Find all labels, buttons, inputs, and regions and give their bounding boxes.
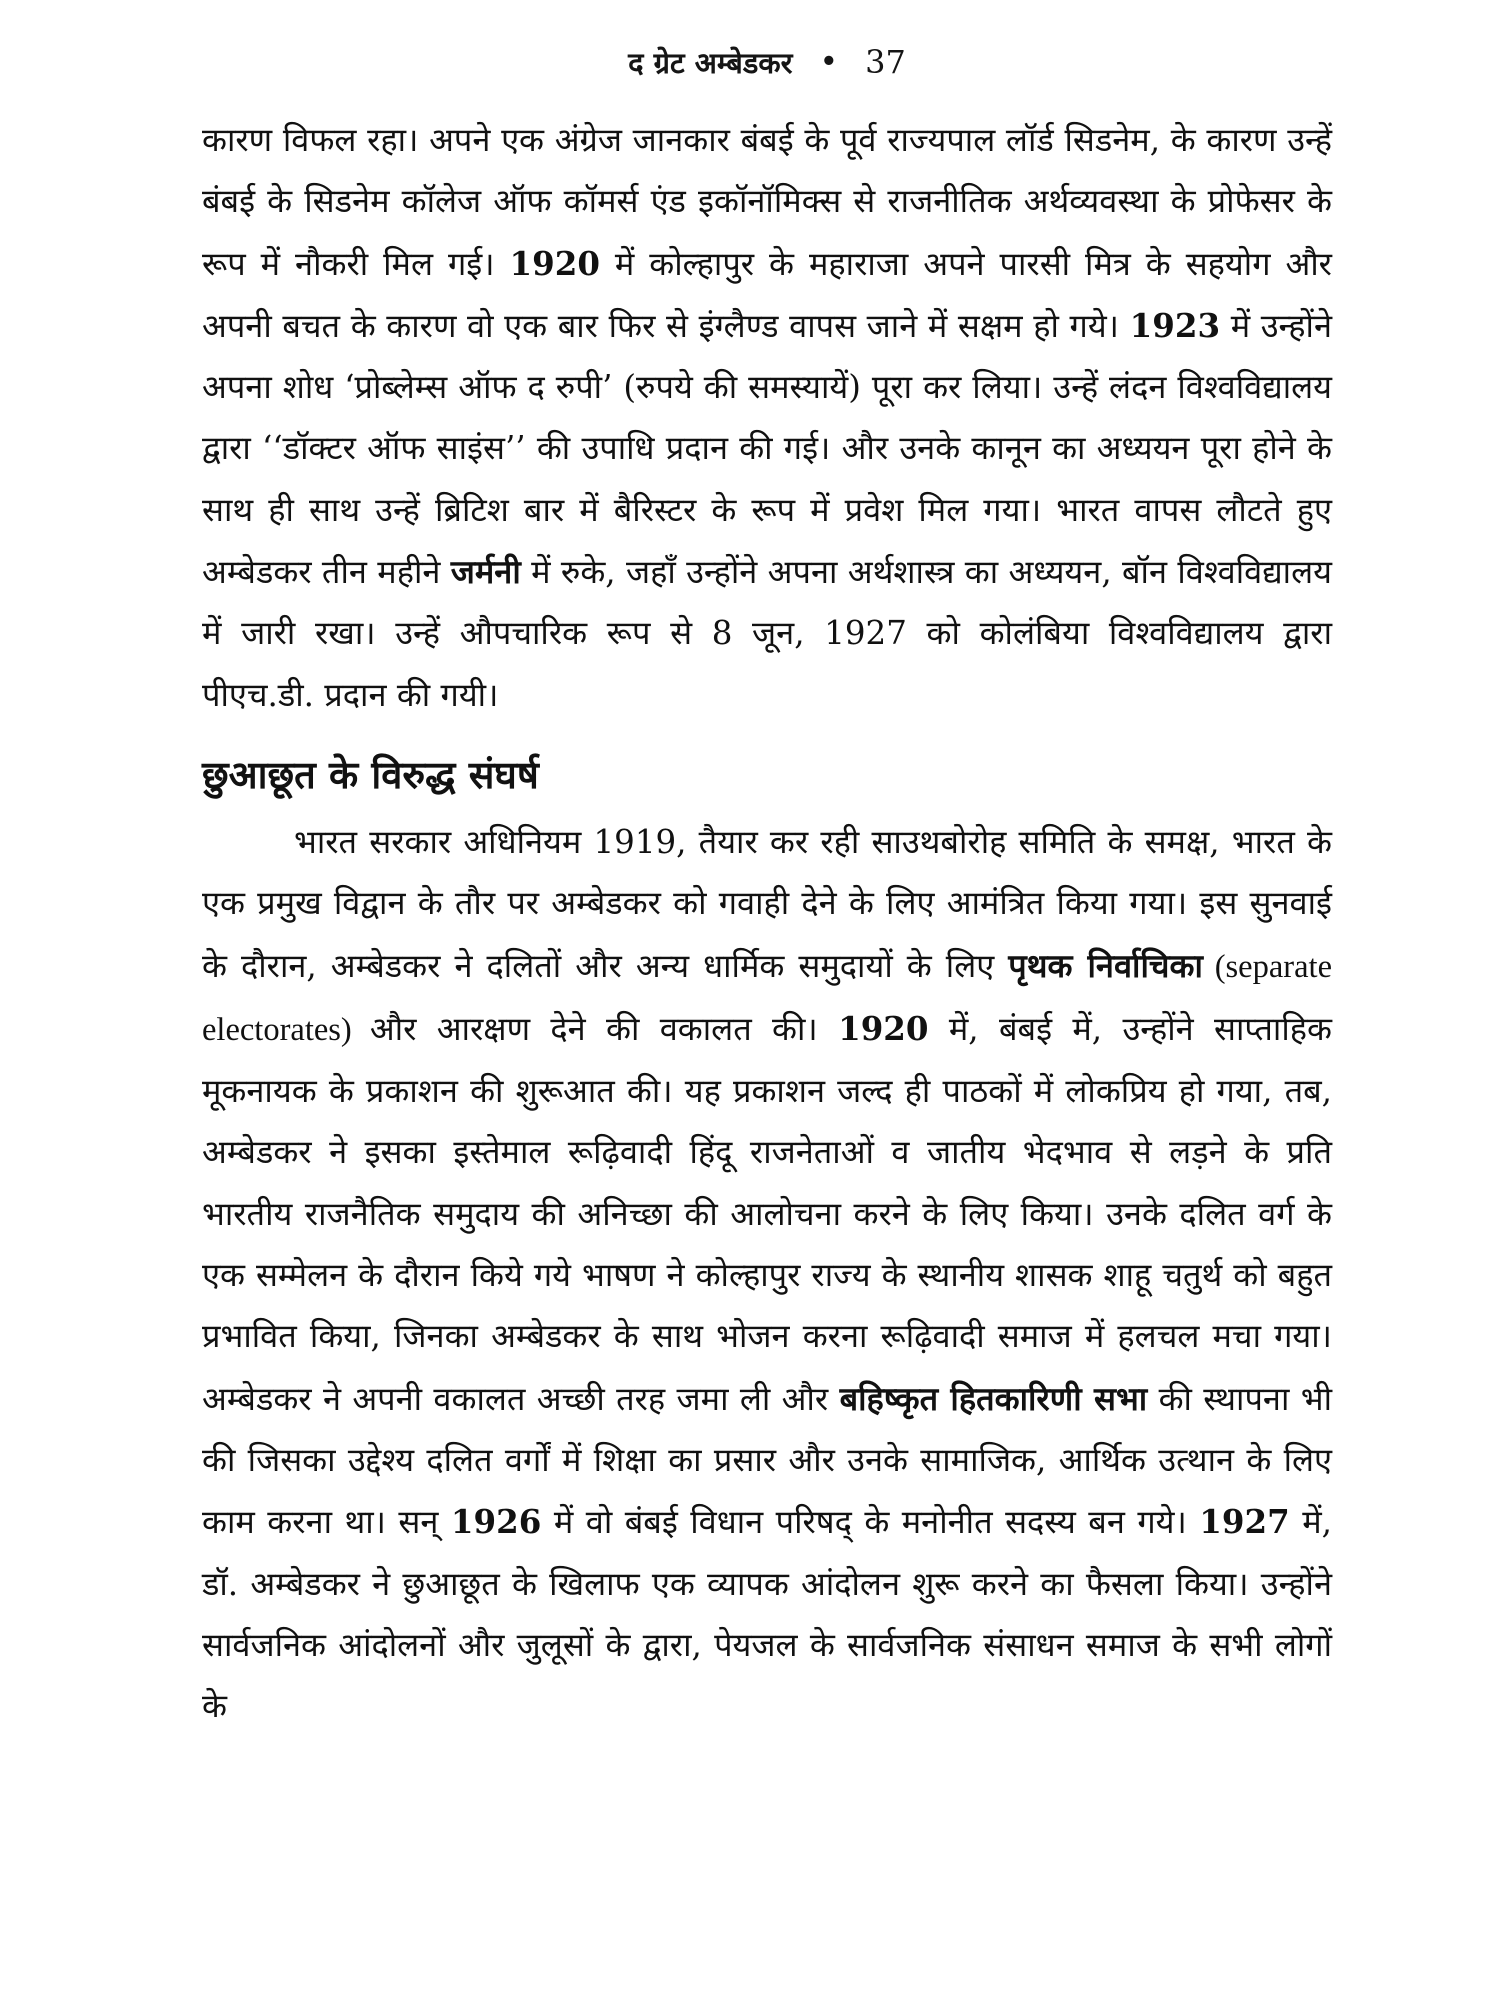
p1-year-1920: 1920 xyxy=(509,243,600,283)
p1-text-3: में उन्होंने अपना शोध ‘प्रोब्लेम्स ऑफ द रुपी’ (रुपये की समस्यायें) पूरा कर लिया। उन्हें लंदन विश्वविद्यालय द्वारा ‘‘डॉक्टर ऑफ साइंस’’ की उपाधि प्रदान की गई। और उनके कानून का अध्ययन पूरा होने के साथ ही साथ उन्हें ब्रिटिश बार में बैरिस्टर के रूप में प्रवेश मिल गया। भारत वापस लौटते हुए अम्बेडकर तीन महीने xyxy=(202,306,1332,592)
p2-text-5: में वो बंबई विधान परिषद् के मनोनीत सदस्य बन गये। xyxy=(541,1503,1187,1542)
running-title: द ग्रेट अम्बेडकर xyxy=(628,45,793,80)
running-header xyxy=(202,34,1332,90)
p2-year-1927: 1927 xyxy=(1199,1502,1290,1542)
paragraph-1 xyxy=(202,110,1332,726)
section-heading: छुआछूत के विरुद्ध संघर्ष xyxy=(202,751,539,797)
p2-year-1920: 1920 xyxy=(838,1008,929,1048)
page-number: 37 xyxy=(865,43,906,81)
p1-text-2: में कोल्हापुर के महाराजा अपने पारसी मित्र के सहयोग और अपनी बचत के कारण वो एक बार फिर से इंग्लैण्ड वापस जाने में सक्षम हो गये। xyxy=(202,244,1332,345)
p2-text-2: और आरक्षण देने की वकालत की। xyxy=(369,1009,818,1048)
header-separator: • xyxy=(820,47,838,77)
p2-text-3: में, बंबई में, उन्होंने साप्ताहिक मूकनायक के प्रकाशन की शुरूआत की। यह प्रकाशन जल्द ही पाठकों में लोकप्रिय हो गया, तब, अम्बेडकर ने इसका इस्तेमाल रूढ़िवादी हिंदू राजनेताओं व जातीय भेदभाव से लड़ने के प्रति भारतीय राजनैतिक समुदाय की अनिच्छा की आलोचना करने के लिए किया। उनके दलित वर्ग के एक सम्मेलन के दौरान किये गये भाषण ने कोल्हापुर राज्य के स्थानीय शासक शाहू चतुर्थ को बहुत प्रभावित किया, जिनका अम्बेडकर के साथ भोजन करना रूढ़िवादी समाज में हलचल मचा गया। अम्बेडकर ने अपनी वकालत अच्छी तरह जमा ली और xyxy=(202,1009,1332,1418)
p2-text-4: की स्थापना भी की जिसका उद्देश्य दलित वर्गों में शिक्षा का प्रसार और उनके सामाजिक, आर्थिक उत्थान के लिए काम करना था। सन् xyxy=(202,1379,1333,1542)
p1-year-1923: 1923 xyxy=(1129,305,1221,345)
p2-year-1926: 1926 xyxy=(450,1502,542,1542)
p2-text-1: भारत सरकार अधिनियम 1919, तैयार कर रही साउथबोरोह समिति के समक्ष, भारत के एक प्रमुख विद्वान के तौर पर अम्बेडकर को गवाही देने के लिए आमंत्रित किया गया। इस सुनवाई के दौरान, अम्बेडकर ने दलितों और अन्य धार्मिक समुदायों के लिए xyxy=(202,822,1332,985)
p2-separate-electorates: पृथक निर्वाचिका xyxy=(1008,945,1203,985)
p2-sabha: बहिष्कृत हितकारिणी सभा xyxy=(839,1378,1148,1418)
p1-germany: जर्मनी xyxy=(450,552,521,592)
p2-english-gloss: (separate electorates) xyxy=(202,948,1332,1048)
paragraph-2 xyxy=(202,812,1332,1737)
page-body xyxy=(202,110,1332,1737)
p1-text-4: में रुके, जहाँ उन्होंने अपना अर्थशास्त्र का अध्ययन, बॉन विश्वविद्यालय में जारी रखा। उन्हें औपचारिक रूप से 8 जून, 1927 को कोलंबिया विश्वविद्यालय द्वारा पीएच.डी. प्रदान की गयी। xyxy=(202,553,1332,714)
p1-text-1: कारण विफल रहा। अपने एक अंग्रेज जानकार बंबई के पूर्व राज्यपाल लॉर्ड सिडनेम, के कारण उन्हें बंबई के सिडनेम कॉलेज ऑफ कॉमर्स एंड इकॉनॉमिक्स से राजनीतिक अर्थव्यवस्था के प्रोफेसर के रूप में नौकरी मिल गई। xyxy=(202,121,1332,283)
p2-text-6: में, डॉ. अम्बेडकर ने छुआछूत के खिलाफ एक व्यापक आंदोलन शुरू करने का फैसला किया। उन्होंने सार्वजनिक आंदोलनों और जुलूसों के द्वारा, पेयजल के सार्वजनिक संसाधन समाज के सभी लोगों के xyxy=(202,1503,1332,1726)
